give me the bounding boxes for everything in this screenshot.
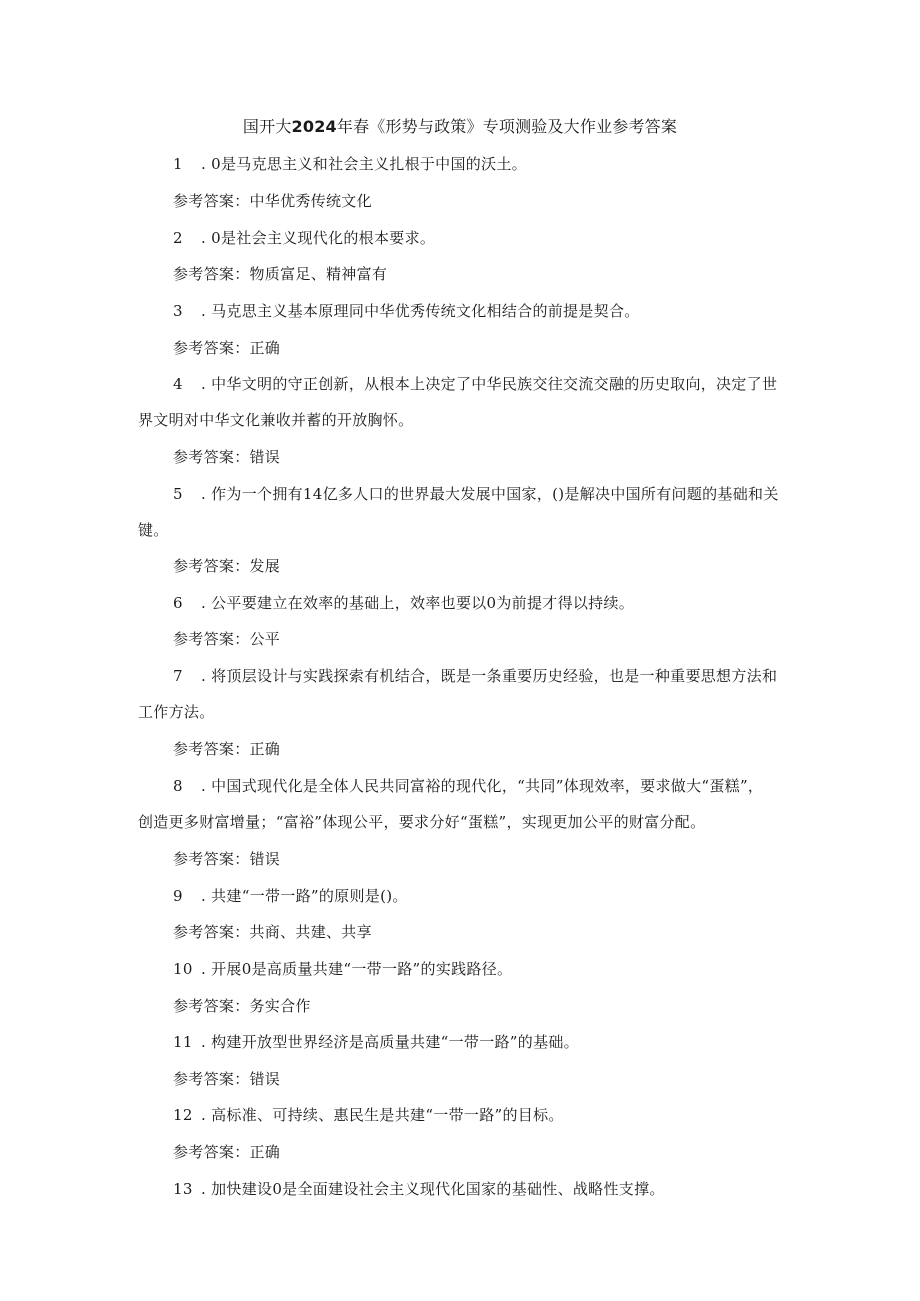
title-suffix: 年春《形势与政策》专项测验及大作业参考答案 [336, 117, 678, 136]
question-9 [173, 885, 408, 907]
question-4 [173, 373, 777, 395]
answer-1: 参考答案：中华优秀传统文化 [173, 192, 372, 210]
question-text: . 公平要建立在效率的基础上，效率也要以0为前提才得以持续。 [201, 594, 635, 612]
question-12 [173, 1104, 564, 1126]
question-7-continued: 工作方法。 [138, 703, 215, 721]
question-number: 8 [173, 777, 183, 795]
question-text: . 马克思主义基本原理同中华优秀传统文化相结合的前提是契合。 [201, 302, 640, 320]
question-8-continued: 创造更多财富增量；“富裕”体现公平，要求分好“蛋糕”，实现更加公平的财富分配。 [138, 813, 706, 831]
question-text: . 加快建设0是全面建设社会主义现代化国家的基础性、战略性支撑。 [201, 1180, 665, 1198]
title-year: 2024 [291, 117, 337, 136]
answer-3: 参考答案：正确 [173, 339, 281, 357]
question-text: . 开展0是高质量共建“一带一路”的实践路径。 [201, 960, 513, 978]
question-6 [173, 592, 634, 614]
question-number: 5 [173, 485, 183, 503]
question-11 [173, 1031, 579, 1053]
question-number: 3 [173, 302, 183, 320]
answer-2: 参考答案：物质富足、精神富有 [173, 265, 388, 283]
question-text: . 中华文明的守正创新，从根本上决定了中华民族交往交流交融的历史取向，决定了世 [201, 375, 778, 393]
question-text: . 0是马克思主义和社会主义扎根于中国的沃土。 [201, 155, 527, 173]
answer-11: 参考答案：错误 [173, 1070, 281, 1088]
question-number: 4 [173, 375, 183, 393]
question-1 [173, 153, 527, 175]
question-number: 13 [173, 1180, 193, 1198]
question-10 [173, 958, 512, 980]
answer-9: 参考答案：共商、共建、共享 [173, 923, 372, 941]
answer-5: 参考答案：发展 [173, 557, 281, 575]
question-number: 12 [173, 1106, 193, 1124]
answer-8: 参考答案：错误 [173, 850, 281, 868]
page-title [0, 116, 920, 138]
title-prefix: 国开大 [242, 117, 292, 136]
question-text: . 0是社会主义现代化的根本要求。 [201, 229, 436, 247]
question-number: 2 [173, 229, 183, 247]
question-8 [173, 775, 763, 797]
question-text: . 高标准、可持续、惠民生是共建“一带一路”的目标。 [201, 1106, 564, 1124]
answer-7: 参考答案：正确 [173, 740, 281, 758]
answer-12: 参考答案：正确 [173, 1143, 281, 1161]
question-7 [173, 665, 777, 687]
answer-4: 参考答案：错误 [173, 448, 281, 466]
question-number: 10 [173, 960, 193, 978]
question-text: . 作为一个拥有14亿多人口的世界最大发展中国家，()是解决中国所有问题的基础和关 [201, 485, 779, 503]
question-text: . 共建“一带一路”的原则是()。 [201, 887, 408, 905]
question-2 [173, 227, 435, 249]
answer-6: 参考答案：公平 [173, 630, 281, 648]
question-text: . 构建开放型世界经济是高质量共建“一带一路”的基础。 [201, 1033, 579, 1051]
question-text: . 中国式现代化是全体人民共同富裕的现代化，“共同”体现效率，要求做大“蛋糕”， [201, 777, 764, 795]
question-number: 7 [173, 667, 183, 685]
question-number: 9 [173, 887, 183, 905]
question-text: . 将顶层设计与实践探索有机结合，既是一条重要历史经验，也是一种重要思想方法和 [201, 667, 778, 685]
question-13 [173, 1178, 665, 1200]
question-5-continued: 键。 [138, 521, 169, 539]
answer-10: 参考答案：务实合作 [173, 997, 311, 1015]
question-number: 6 [173, 594, 183, 612]
question-number: 11 [173, 1033, 193, 1051]
question-5 [173, 483, 779, 505]
question-number: 1 [173, 155, 183, 173]
question-4-continued: 界文明对中华文化兼收并蓄的开放胸怀。 [138, 411, 414, 429]
question-3 [173, 300, 640, 322]
